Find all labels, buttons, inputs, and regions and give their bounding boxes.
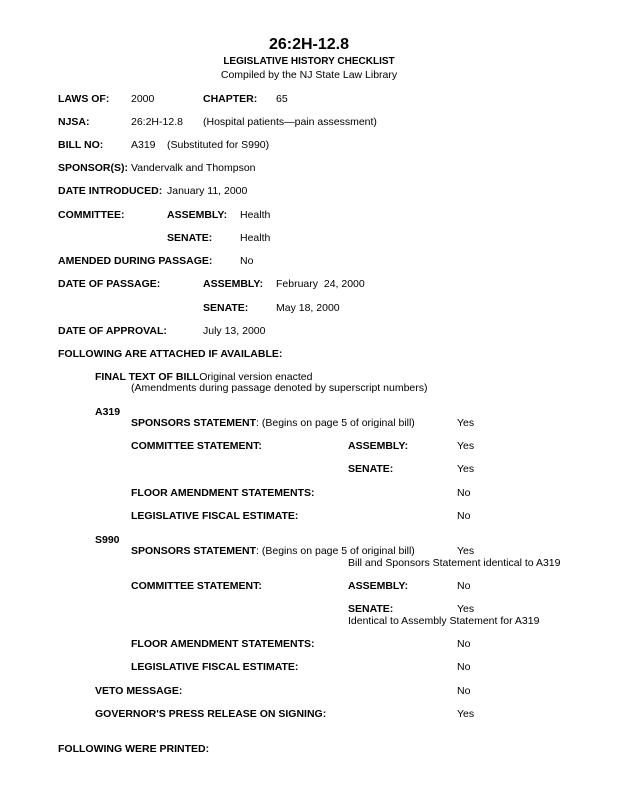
- a319-senate-label: SENATE:: [348, 463, 394, 475]
- a319-sponsors-statement: [131, 417, 415, 430]
- a319-floor-amendment-label: FLOOR AMENDMENT STATEMENTS:: [131, 487, 315, 499]
- a319-fiscal-estimate-value: No: [457, 510, 471, 522]
- s990-sponsors-statement-extra: Bill and Sponsors Statement identical to A319: [348, 557, 561, 569]
- passage-senate-value: May 18, 2000: [276, 302, 340, 314]
- committee-senate-label: SENATE:: [167, 232, 213, 244]
- date-approval-label: DATE OF APPROVAL:: [58, 325, 167, 337]
- a319-label: A319: [95, 406, 121, 418]
- bill-no-label: BILL NO:: [58, 139, 104, 151]
- amended-label: AMENDED DURING PASSAGE:: [58, 255, 213, 267]
- printed-heading: FOLLOWING WERE PRINTED:: [58, 743, 210, 755]
- passage-senate-label: SENATE:: [203, 302, 249, 314]
- date-introduced-value: January 11, 2000: [167, 185, 248, 197]
- s990-floor-amendment-label: FLOOR AMENDMENT STATEMENTS:: [131, 638, 315, 650]
- a319-assembly-label: ASSEMBLY:: [348, 440, 409, 452]
- s990-sponsors-statement-note: : (Begins on page 5 of original bill): [256, 545, 415, 557]
- press-release-value: Yes: [457, 708, 475, 720]
- s990-committee-statement-label: COMMITTEE STATEMENT:: [131, 580, 262, 592]
- njsa-label: NJSA:: [58, 116, 90, 128]
- a319-committee-statement-label: COMMITTEE STATEMENT:: [131, 440, 262, 452]
- s990-senate-value: Yes: [457, 603, 475, 615]
- page-subtitle: LEGISLATIVE HISTORY CHECKLIST: [223, 56, 395, 67]
- a319-assembly-value: Yes: [457, 440, 475, 452]
- compiled-by: Compiled by the NJ State Law Library: [220, 69, 398, 81]
- final-text-value: Original version enacted: [199, 371, 313, 383]
- s990-senate-label: SENATE:: [348, 603, 394, 615]
- s990-assembly-label: ASSEMBLY:: [348, 580, 409, 592]
- committee-label: COMMITTEE:: [58, 209, 125, 221]
- a319-sponsors-statement-note: : (Begins on page 5 of original bill): [256, 417, 415, 429]
- laws-of-label: LAWS OF:: [58, 93, 110, 105]
- a319-sponsors-statement-value: Yes: [457, 417, 475, 429]
- sponsors-value: Vandervalk and Thompson: [131, 162, 256, 174]
- press-release-label: GOVERNOR'S PRESS RELEASE ON SIGNING:: [95, 708, 327, 720]
- veto-message-value: No: [457, 685, 471, 697]
- committee-senate-value: Health: [240, 232, 271, 244]
- final-text-label: FINAL TEXT OF BILL: [95, 371, 200, 383]
- final-text-note: (Amendments during passage denoted by superscript numbers): [131, 382, 428, 394]
- njsa-value: 26:2H-12.8: [131, 116, 183, 128]
- a319-senate-value: Yes: [457, 463, 475, 475]
- laws-of-value: 2000: [131, 93, 155, 105]
- date-passage-label: DATE OF PASSAGE:: [58, 278, 161, 290]
- s990-sponsors-statement-label: SPONSORS STATEMENT: [131, 545, 257, 557]
- amended-value: No: [240, 255, 254, 267]
- sponsors-label: SPONSOR(S):: [58, 162, 129, 174]
- page-title: 26:2H-12.8: [268, 36, 350, 53]
- a319-floor-amendment-value: No: [457, 487, 471, 499]
- njsa-description: (Hospital patients—pain assessment): [203, 116, 377, 128]
- bill-no-note: (Substituted for S990): [167, 139, 270, 151]
- veto-message-label: VETO MESSAGE:: [95, 685, 183, 697]
- passage-assembly-label: ASSEMBLY:: [203, 278, 264, 290]
- a319-fiscal-estimate-label: LEGISLATIVE FISCAL ESTIMATE:: [131, 510, 299, 522]
- a319-sponsors-statement-label: SPONSORS STATEMENT: [131, 417, 257, 429]
- passage-assembly-value: February 24, 2000: [276, 278, 365, 290]
- date-introduced-label: DATE INTRODUCED:: [58, 185, 163, 197]
- chapter-label: CHAPTER:: [203, 93, 258, 105]
- s990-fiscal-estimate-value: No: [457, 661, 471, 673]
- s990-label: S990: [95, 534, 120, 546]
- s990-assembly-value: No: [457, 580, 471, 592]
- s990-fiscal-estimate-label: LEGISLATIVE FISCAL ESTIMATE:: [131, 661, 299, 673]
- s990-floor-amendment-value: No: [457, 638, 471, 650]
- bill-no-value: A319: [131, 139, 156, 151]
- committee-assembly-label: ASSEMBLY:: [167, 209, 228, 221]
- committee-assembly-value: Health: [240, 209, 271, 221]
- s990-sponsors-statement-value: Yes: [457, 545, 475, 557]
- s990-senate-extra: Identical to Assembly Statement for A319: [348, 615, 540, 627]
- date-approval-value: July 13, 2000: [203, 325, 266, 337]
- attached-heading: FOLLOWING ARE ATTACHED IF AVAILABLE:: [58, 348, 283, 360]
- chapter-value: 65: [276, 93, 288, 105]
